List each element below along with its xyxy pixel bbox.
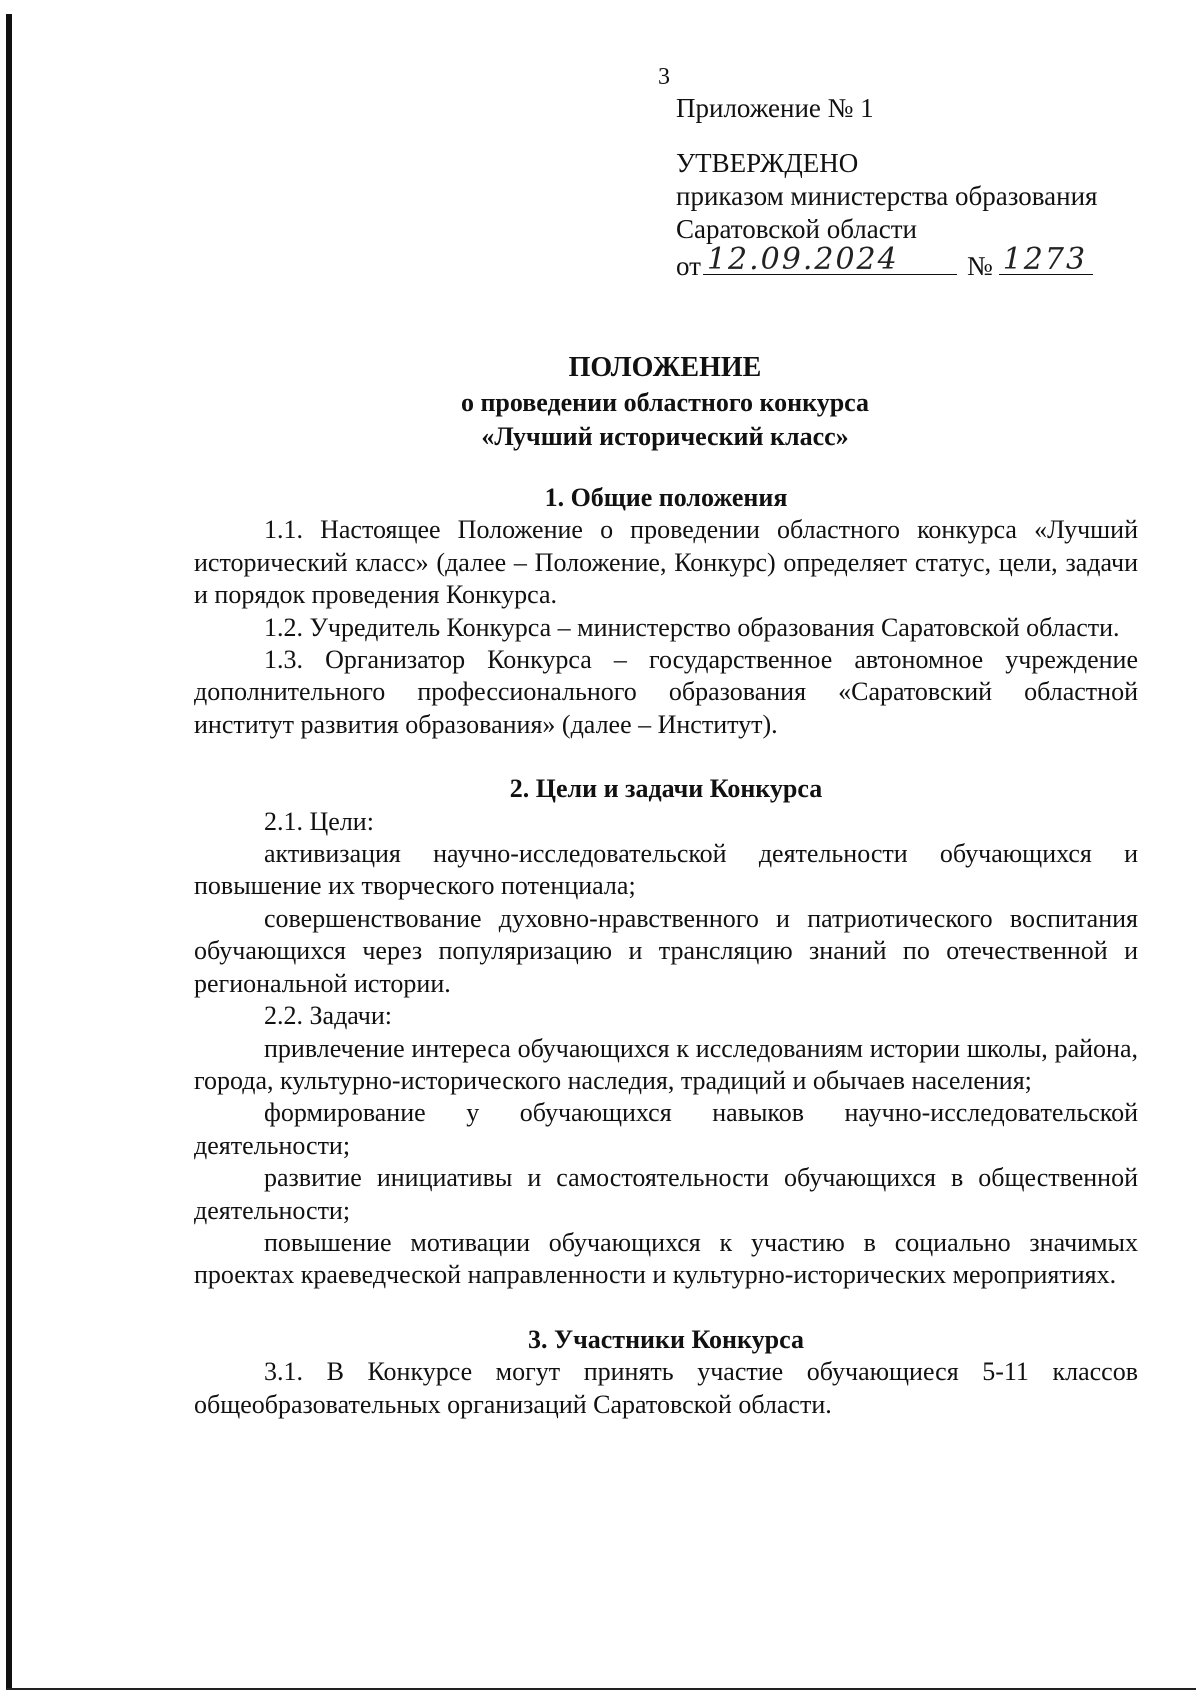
- paragraph: 3.1. В Конкурсе могут принять участие обучающиеся 5-11 классов общеобразовательных организаций Саратовской области.: [194, 1357, 1138, 1419]
- approved-label: УТВЕРЖДЕНО: [676, 148, 859, 178]
- paragraph: 2.1. Цели:: [264, 806, 374, 836]
- title-sub-2: «Лучший исторический класс»: [481, 422, 849, 451]
- paragraph: 1.1. Настоящее Положение о проведении областного конкурса «Лучший исторический класс» (далее – Положение, Конкурс) определяет статус, цели, задачи и порядок проведения Конкурса.: [194, 515, 1138, 610]
- handwritten-number: 1273: [1002, 242, 1088, 277]
- document-body: [194, 482, 1138, 1421]
- order-date-row: [676, 242, 1097, 283]
- paragraph: 1.2. Учредитель Конкурса – министерство образования Саратовской области.: [264, 612, 1120, 642]
- paragraph: 1.3. Организатор Конкурса – государственное автономное учреждение дополнительного профессионального образования «Саратовский областной институт развития образования» (далее – Институт).: [194, 645, 1138, 739]
- title-sub-1: о проведении областного конкурса: [460, 388, 870, 417]
- section-2-heading: 2. Цели и задачи Конкурса: [509, 774, 823, 804]
- appendix-label: Приложение № 1: [676, 93, 874, 123]
- paragraph: привлечение интереса обучающихся к исследованиям истории школы, района, города, культурно-исторического наследия, традиций и обычаев населения;: [194, 1033, 1138, 1095]
- paragraph: активизация научно-исследовательской деятельности обучающихся и повышение их творческого потенциала;: [194, 839, 1138, 901]
- document-title: [190, 350, 1140, 454]
- paragraph: формирование у обучающихся навыков научно-исследовательской деятельности;: [194, 1098, 1138, 1160]
- page-number: 3: [658, 64, 670, 90]
- scan-edge-left: [6, 14, 12, 1690]
- scan-edge-bottom: [6, 1688, 1196, 1690]
- order-line-2: Саратовской области: [676, 214, 917, 244]
- paragraph: совершенствование духовно-нравственного и патриотического воспитания обучающихся через популяризацию и трансляцию знаний по отечественной и региональной истории.: [194, 903, 1138, 998]
- title-main: ПОЛОЖЕНИЕ: [568, 352, 762, 383]
- order-line-1: приказом министерства образования: [676, 181, 1098, 211]
- approval-stamp: [676, 92, 1097, 283]
- section-3-heading: 3. Участники Конкурса: [528, 1324, 804, 1354]
- paragraph: 2.2. Задачи:: [264, 1001, 393, 1031]
- date-field: [703, 242, 957, 277]
- from-label: от: [676, 251, 701, 281]
- number-sign: №: [966, 251, 993, 281]
- paragraph: повышение мотивации обучающихся к участию в социально значимых проектах краеведческой направленности и культурно-исторических мероприятиях.: [194, 1227, 1138, 1290]
- handwritten-date: 12.09.2024: [706, 242, 899, 277]
- section-1-heading: 1. Общие положения: [544, 483, 788, 512]
- paragraph: развитие инициативы и самостоятельности обучающихся в общественной деятельности;: [194, 1163, 1138, 1225]
- number-field: [999, 242, 1093, 277]
